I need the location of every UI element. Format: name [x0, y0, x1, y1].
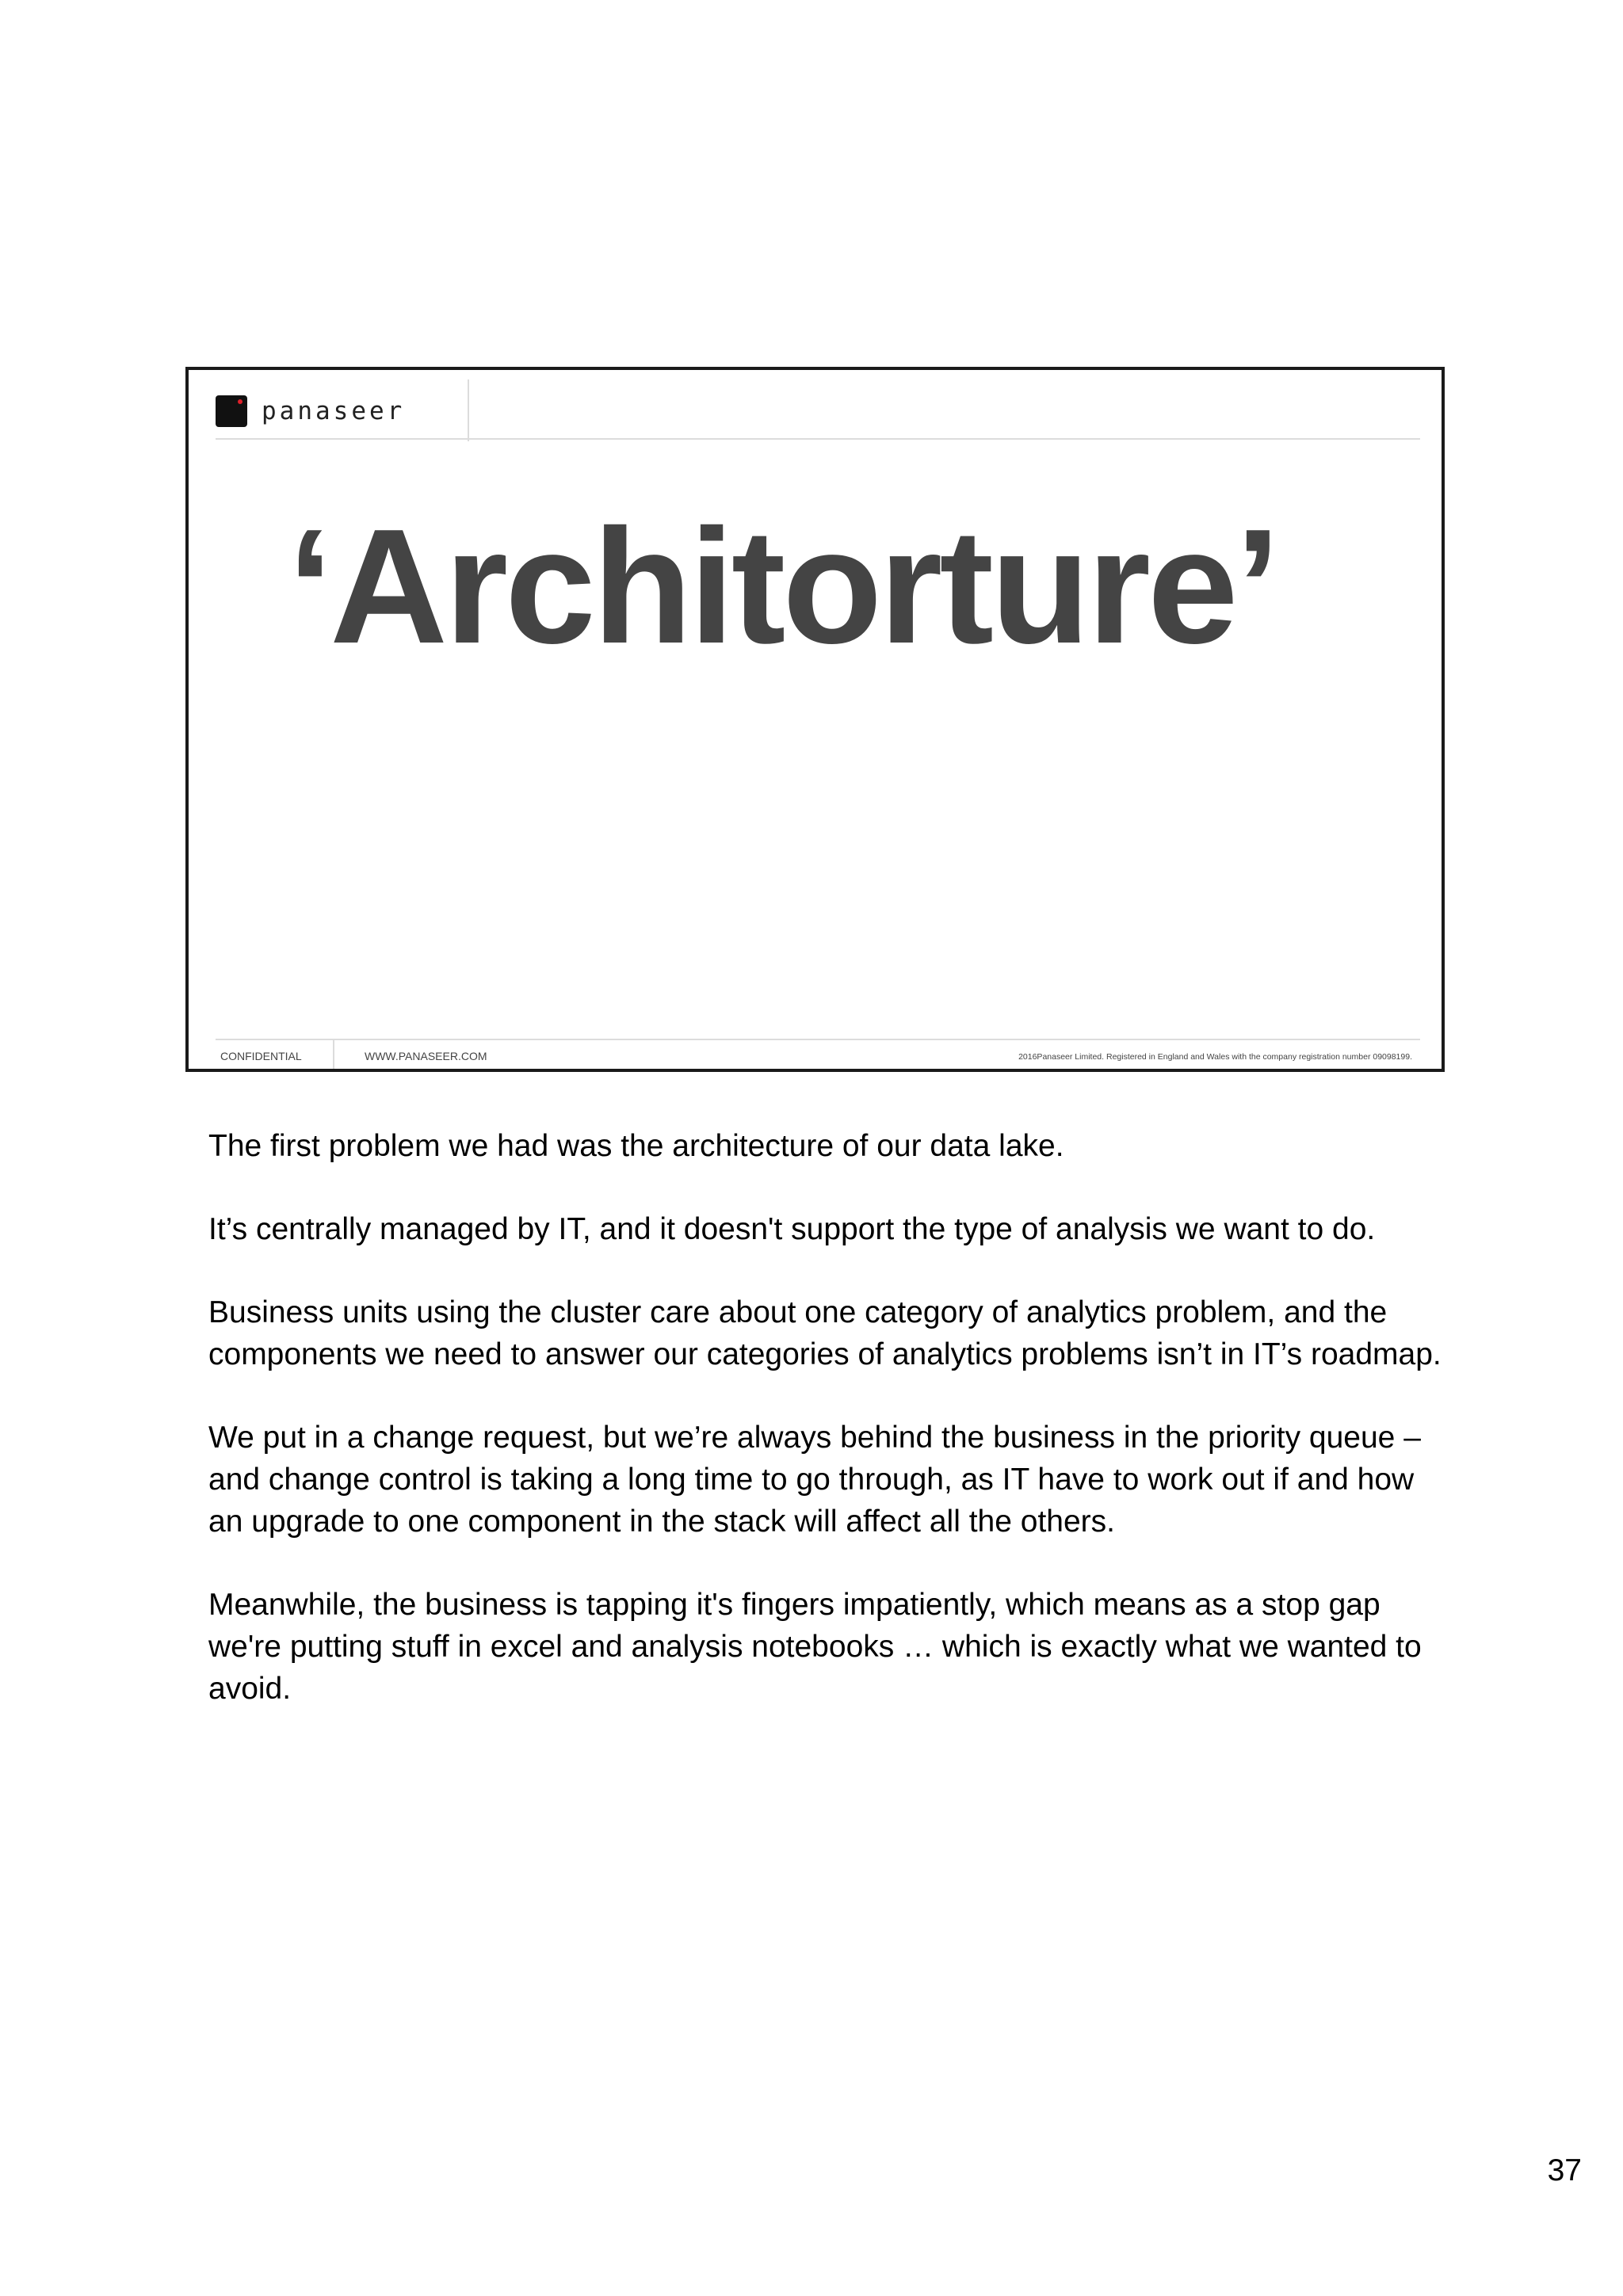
logo-text: panaseer — [262, 397, 406, 425]
notes-paragraph: Meanwhile, the business is tapping it's fingers impatiently, which means as a stop gap we're putting stuff in excel and analysis notebooks … which is exactly what we wanted to avoid. — [208, 1588, 1422, 1706]
footer-divider — [333, 1040, 334, 1069]
notes-paragraph: Business units using the cluster care about one category of analytics problem, and the components we need to answer our categories of analytics problems isn’t in IT’s roadmap. — [208, 1295, 1442, 1371]
page-number: 37 — [1547, 2153, 1582, 2187]
slide-header — [216, 379, 1420, 440]
notes-paragraph: The first problem we had was the architecture of our data lake. — [208, 1129, 1064, 1163]
slide-footer — [216, 1039, 1420, 1069]
notes-paragraph: We put in a change request, but we’re always behind the business in the priority queue – and change control is taking a long time to go through, as IT have to work out if and how an upgrade to one component in the stack will affect all the others. — [208, 1421, 1421, 1539]
speaker-notes — [208, 1125, 1445, 1751]
panaseer-logo — [216, 395, 405, 427]
slide-thumbnail — [185, 367, 1445, 1072]
footer-url: WWW.PANASEER.COM — [365, 1050, 487, 1062]
footer-legal: 2016Panaseer Limited. Registered in England and Wales with the company registration number 09098199. — [1018, 1052, 1412, 1062]
notes-paragraph: It’s centrally managed by IT, and it doesn't support the type of analysis we want to do. — [208, 1212, 1376, 1246]
slide-title: ‘Architorture’ — [288, 495, 1277, 677]
panaseer-logo-icon — [216, 395, 247, 427]
footer-confidential: CONFIDENTIAL — [220, 1050, 302, 1062]
header-divider — [468, 379, 469, 441]
